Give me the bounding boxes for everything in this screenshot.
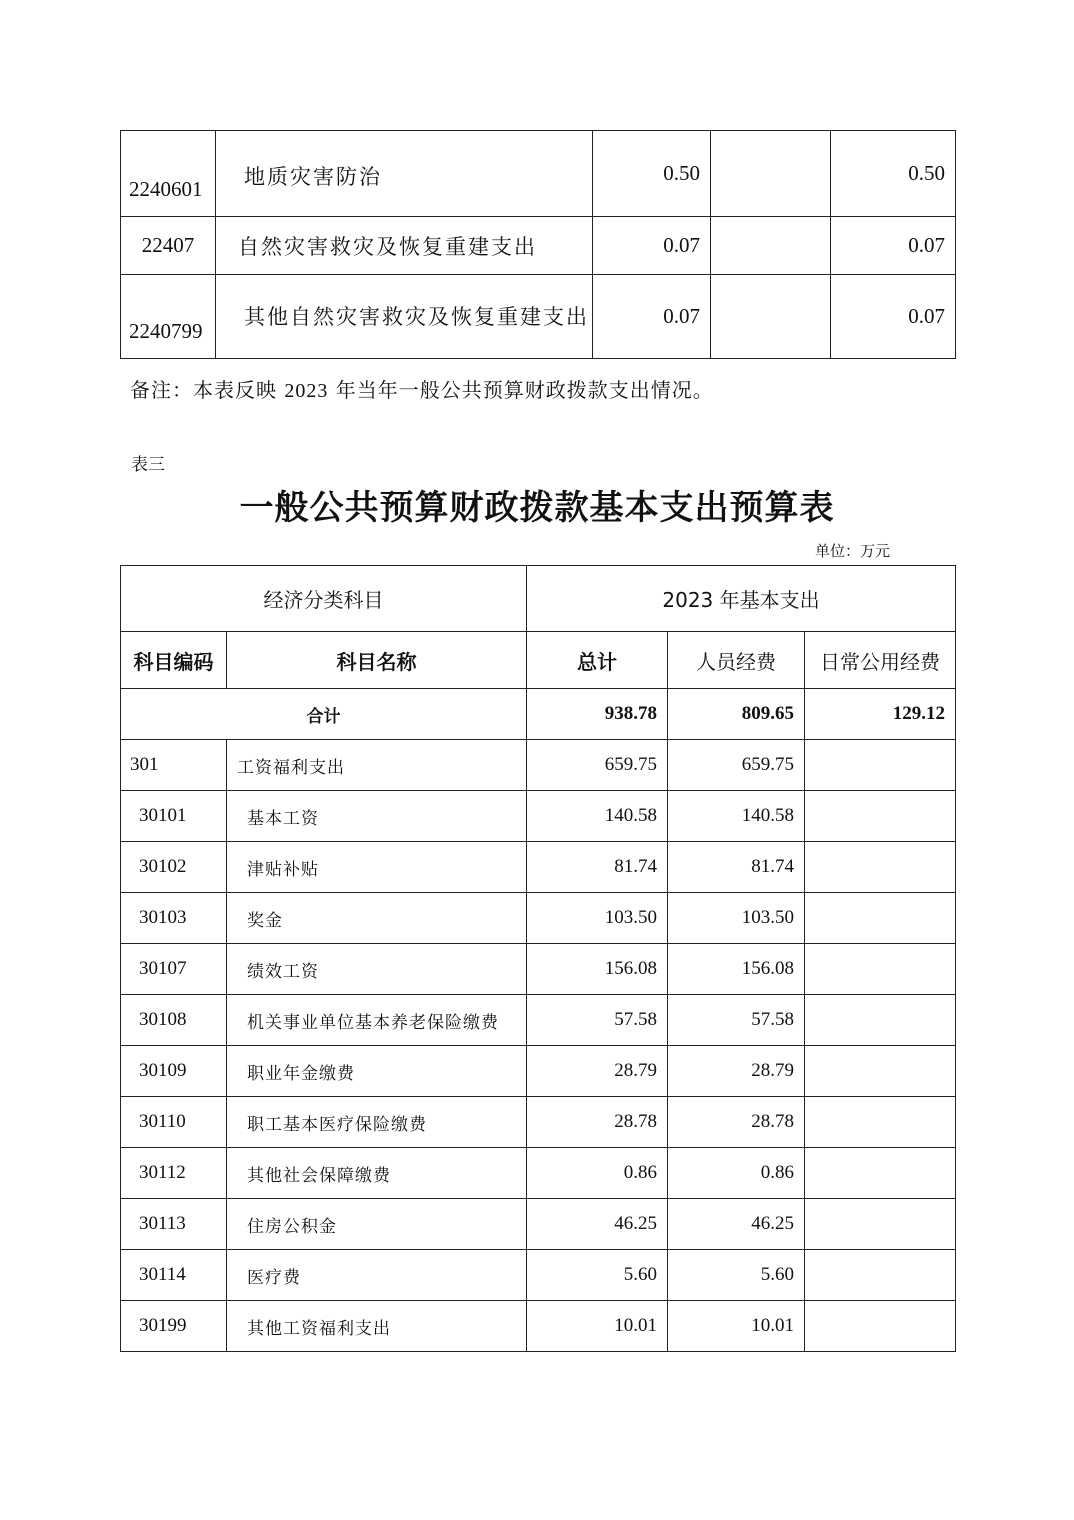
table-note (130, 374, 714, 403)
subject-code: 22407 (121, 217, 216, 275)
daily-value (805, 1148, 956, 1199)
subject-name: 基本工资 (227, 791, 527, 842)
total-value: 659.75 (527, 740, 668, 791)
page-title: 一般公共预算财政拨款基本支出预算表 (239, 488, 835, 528)
subject-name: 其他社会保障缴费 (227, 1148, 527, 1199)
subject-name: 住房公积金 (227, 1199, 527, 1250)
sum-label: 合计 (121, 689, 527, 740)
daily-value: 0.07 (831, 275, 956, 359)
daily-value (805, 1301, 956, 1352)
note-year: 2023 (284, 380, 329, 402)
staff-value: 57.58 (668, 995, 805, 1046)
total-value: 140.58 (527, 791, 668, 842)
daily-value: 0.50 (831, 131, 956, 217)
subject-name: 自然灾害救灾及恢复重建支出 (216, 217, 593, 275)
subject-code: 30103 (121, 893, 227, 944)
daily-value: 0.07 (831, 217, 956, 275)
table-row (121, 1097, 956, 1148)
subject-code: 30102 (121, 842, 227, 893)
total-value: 156.08 (527, 944, 668, 995)
sum-total: 938.78 (527, 689, 668, 740)
subject-name: 地质灾害防治 (216, 131, 593, 217)
subject-name: 津贴补贴 (227, 842, 527, 893)
total-value: 28.78 (527, 1097, 668, 1148)
staff-value: 0.86 (668, 1148, 805, 1199)
sum-staff: 809.65 (668, 689, 805, 740)
daily-value (805, 944, 956, 995)
name-column-header: 科目名称 (227, 632, 527, 689)
total-value: 0.50 (593, 131, 711, 217)
table-row (121, 1250, 956, 1301)
table-row (121, 1046, 956, 1097)
note-suffix: 年当年一般公共预算财政拨款支出情况。 (335, 378, 714, 402)
subject-name: 职工基本医疗保险缴费 (227, 1097, 527, 1148)
subject-code: 2240601 (121, 131, 216, 217)
staff-value (711, 217, 831, 275)
total-value: 0.86 (527, 1148, 668, 1199)
subject-name: 机关事业单位基本养老保险缴费 (227, 995, 527, 1046)
total-column-header: 总计 (527, 632, 668, 689)
subject-code: 30114 (121, 1250, 227, 1301)
total-value: 5.60 (527, 1250, 668, 1301)
staff-value: 46.25 (668, 1199, 805, 1250)
total-value: 0.07 (593, 217, 711, 275)
table-row (121, 275, 956, 359)
subject-name: 工资福利支出 (227, 740, 527, 791)
basic-expenditure-table (120, 565, 956, 1352)
daily-value (805, 791, 956, 842)
table-row (121, 740, 956, 791)
subject-code: 30107 (121, 944, 227, 995)
total-value: 81.74 (527, 842, 668, 893)
staff-value: 659.75 (668, 740, 805, 791)
basic-expenditure-header: 2023 年基本支出 (527, 566, 956, 632)
subject-code: 30109 (121, 1046, 227, 1097)
staff-value: 28.79 (668, 1046, 805, 1097)
subject-name: 医疗费 (227, 1250, 527, 1301)
subject-code: 30199 (121, 1301, 227, 1352)
staff-value: 81.74 (668, 842, 805, 893)
daily-value (805, 995, 956, 1046)
group-header-row (121, 566, 956, 632)
total-value: 10.01 (527, 1301, 668, 1352)
table-row (121, 893, 956, 944)
table-row (121, 791, 956, 842)
subject-code: 301 (121, 740, 227, 791)
staff-value: 10.01 (668, 1301, 805, 1352)
subject-name: 其他自然灾害救灾及恢复重建支出 (216, 275, 593, 359)
staff-value (711, 275, 831, 359)
table-row (121, 1301, 956, 1352)
economic-class-header: 经济分类科目 (121, 566, 527, 632)
table-tag: 表三 (131, 455, 165, 475)
daily-value (805, 1199, 956, 1250)
note-prefix: 备注：本表反映 (130, 378, 277, 402)
staff-value: 5.60 (668, 1250, 805, 1301)
staff-value: 156.08 (668, 944, 805, 995)
subject-code: 30110 (121, 1097, 227, 1148)
daily-column-header: 日常公用经费 (805, 632, 956, 689)
staff-value: 103.50 (668, 893, 805, 944)
column-header-row (121, 632, 956, 689)
table-row (121, 1148, 956, 1199)
subject-code: 30112 (121, 1148, 227, 1199)
sum-row (121, 689, 956, 740)
subject-code: 30101 (121, 791, 227, 842)
subject-code: 30108 (121, 995, 227, 1046)
table-row (121, 995, 956, 1046)
subject-name: 奖金 (227, 893, 527, 944)
subject-code: 30113 (121, 1199, 227, 1250)
staff-column-header: 人员经费 (668, 632, 805, 689)
staff-value: 140.58 (668, 791, 805, 842)
total-value: 57.58 (527, 995, 668, 1046)
total-value: 103.50 (527, 893, 668, 944)
subject-code: 2240799 (121, 275, 216, 359)
daily-value (805, 740, 956, 791)
daily-value (805, 1046, 956, 1097)
previous-expenditure-table (120, 130, 956, 359)
code-column-header: 科目编码 (121, 632, 227, 689)
subject-name: 其他工资福利支出 (227, 1301, 527, 1352)
subject-name: 职业年金缴费 (227, 1046, 527, 1097)
daily-value (805, 842, 956, 893)
table-row (121, 131, 956, 217)
staff-value: 28.78 (668, 1097, 805, 1148)
sum-daily: 129.12 (805, 689, 956, 740)
daily-value (805, 1250, 956, 1301)
total-value: 0.07 (593, 275, 711, 359)
total-value: 28.79 (527, 1046, 668, 1097)
subject-name: 绩效工资 (227, 944, 527, 995)
table-row (121, 944, 956, 995)
table-row (121, 1199, 956, 1250)
daily-value (805, 1097, 956, 1148)
table-row (121, 217, 956, 275)
daily-value (805, 893, 956, 944)
total-value: 46.25 (527, 1199, 668, 1250)
staff-value (711, 131, 831, 217)
unit-label: 单位：万元 (815, 542, 891, 560)
table-row (121, 842, 956, 893)
